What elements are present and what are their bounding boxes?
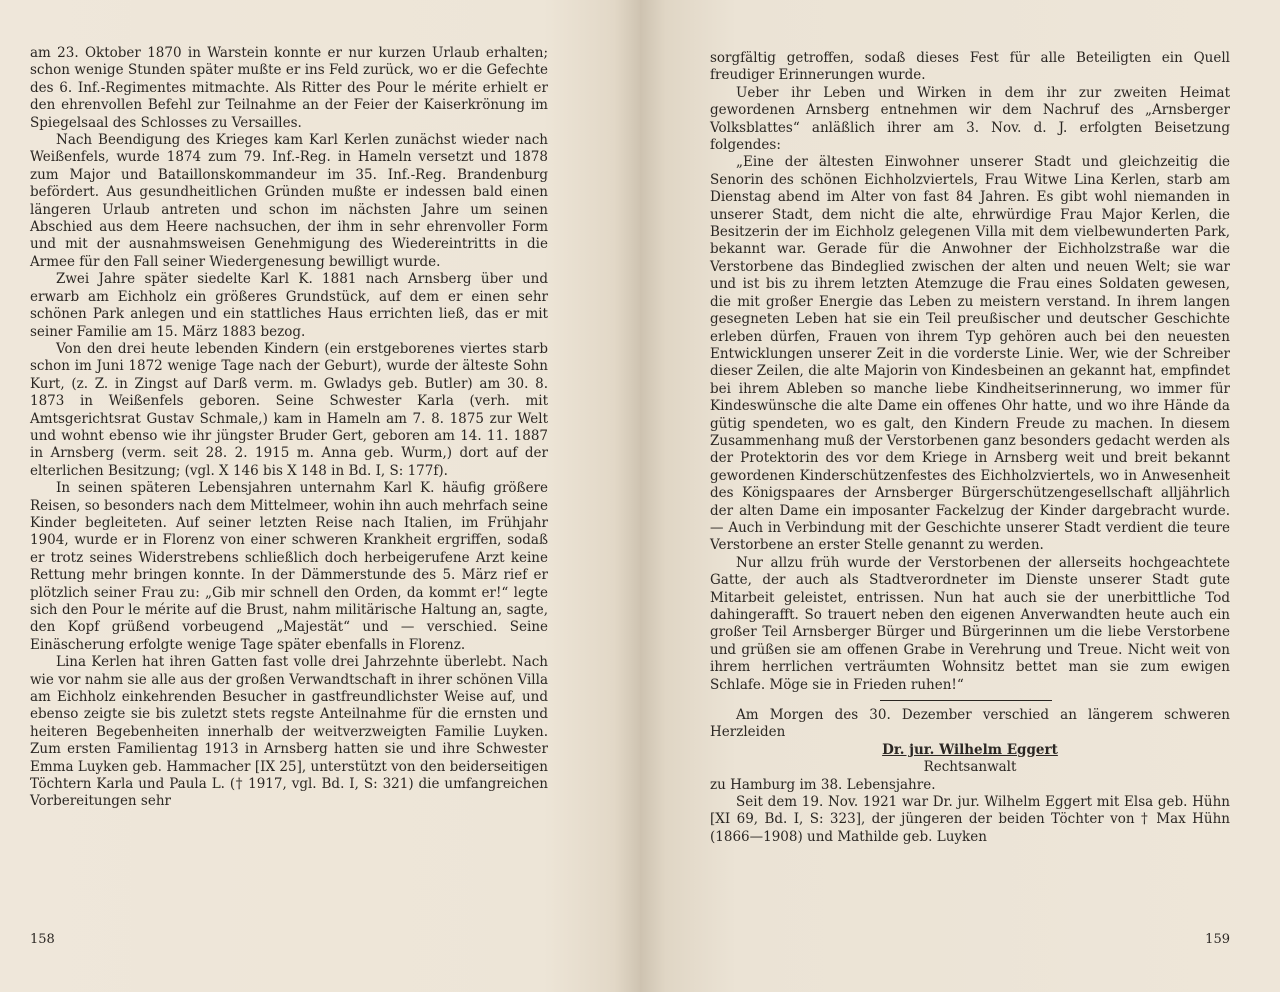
death-notice-place: zu Hamburg im 38. Lebensjahre.: [710, 776, 936, 793]
paragraph: Lina Kerlen hat ihren Gatten fast volle drei Jahrzehnte überlebt. Nach wie vor nahm sie alle aus der großen Verwandtschaft in ihrer schönen Villa am Eichholz einkehrenden Besucher in gastfreundlichster Weise auf, und ebenso zeigte sie bis zuletzt stets regste Anteilnahme für die ernsten und heiteren Begebenheiten innerhalb der weitverzweigten Familie Luyken. Zum ersten Familientag 1913 in Arnsberg hatten sie und ihre Schwester Emma Luyken geb. Hammacher [IX 25], unterstützt von den beiderseitigen Töchtern Karla und Paula L. († 1917, vgl. Bd. I, S: 321) die umfangreichen Vorbereitungen sehr: [30, 654, 548, 810]
death-notice-intro: Am Morgen des 30. Dezember verschied an längerem schweren Herzleiden: [710, 707, 1230, 741]
divider-rule: [880, 700, 1052, 701]
page-number: 159: [1205, 932, 1230, 947]
paragraph: Seit dem 19. Nov. 1921 war Dr. jur. Wilhelm Eggert mit Elsa geb. Hühn [XI 69, Bd. I, S: 323], der jüngeren der beiden Töchter von † Max Hühn (1866—1908) und Mathilde geb. Luyken: [710, 794, 1230, 845]
right-page-text: [710, 50, 1230, 846]
paragraph: sorgfältig getroffen, sodaß dieses Fest für alle Beteiligten ein Quell freudiger Erinnerungen wurde.: [710, 50, 1230, 84]
paragraph: Ueber ihr Leben und Wirken in dem ihr zur zweiten Heimat gewordenen Arnsberg entnehmen wir dem Nachruf des „Arnsberger Volksblattes“ anläßlich ihrer am 3. Nov. d. J. erfolgten Beisetzung folgendes:: [710, 84, 1230, 154]
paragraph: Nur allzu früh wurde der Verstorbenen der allerseits hochgeachtete Gatte, der auch als Stadtverordneter im Dienste unserer Stadt gute Mitarbeit geleistet, entrissen. Nun hat auch sie der unerbittliche Tod dahingerafft. So trauert neben den eigenen Anverwandten heute auch ein großer Teil Arnsberger Bürger und Bürgerinnen um die liebe Verstorbene und grüßen sie am offenen Grabe in Verehrung und Treue. Nicht weit von ihrem herrlichen verträumten Wohnsitz bettet man sie zum ewigen Schlafe. Möge sie in Frieden ruhen!“: [710, 554, 1230, 693]
right-page: [640, 0, 1280, 992]
death-notice-title: Rechtsanwalt: [923, 759, 1017, 776]
left-page-text: [30, 45, 548, 811]
paragraph: Zwei Jahre später siedelte Karl K. 1881 nach Arnsberg über und erwarb am Eichholz ein größeres Grundstück, auf dem er einen sehr schönen Park anlegen und ein stattliches Haus errichten ließ, das er mit seiner Familie am 15. März 1883 bezog.: [30, 271, 548, 340]
paragraph: „Eine der ältesten Einwohner unserer Stadt und gleichzeitig die Senorin des schönen Eichholzviertels, Frau Witwe Lina Kerlen, starb am Dienstag abend im Alter von fast 84 Jahren. Es gibt wohl niemanden in unserer Stadt, dem nicht die alte, ehrwürdige Frau Major Kerlen, die Besitzerin der im Eichholz gelegenen Villa mit dem vielbewunderten Park, bekannt war. Gerade für die Anwohner der Eichholzstraße war die Verstorbene das Bindeglied zwischen der alten und neuen Welt; sie war und ist bis zu ihrem letzten Atemzuge die Frau eines Soldaten gewesen, die mit großer Energie das Leben zu meistern verstand. In ihrem langen gesegneten Leben hat sie ein Teil preußischer und deutscher Geschichte erleben dürfen, Frauen von ihrem Typ gehören auch bei den neuesten Entwicklungen unserer Zeit in die vorderste Linie. Wer, wie der Schreiber dieser Zeilen, die alte Majorin von Kindesbeinen an gekannt hat, empfindet bei ihrem Ableben so manche liebe Kindheitserinnerung, wo immer für Kindeswünsche die alte Dame ein offenes Ohr hatte, und wo ihre Hände da gütig spendeten, wo es galt, den Kindern Freude zu machen. In diesem Zusammenhang muß der Verstorbenen ganz besonders gedacht werden als der Protektorin des vor dem Kriege in Arnsberg weit und breit bekannt gewordenen Kinderschützenfestes des Eichholzviertels, wo in Anwesenheit des Königspaares der Arnsberger Bürgerschützengesellschaft alljährlich der alten Dame ein imposanter Fackelzug der Kinder dargebracht wurde. — Auch in Verbindung mit der Geschichte unserer Stadt verdient die teure Verstorbene an erster Stelle genannt zu werden.: [710, 154, 1230, 554]
paragraph: am 23. Oktober 1870 in Warstein konnte er nur kurzen Urlaub erhalten; schon wenige Stunden später mußte er ins Feld zurück, wo er die Gefechte des 6. Inf.-Regimentes mitmachte. Als Ritter des Pour le mérite erhielt er den ehrenvollen Befehl zur Teilnahme an der Feier der Kaiserkrönung im Spiegelsaal des Schlosses zu Versailles.: [30, 45, 548, 131]
page-number: 158: [30, 932, 55, 947]
paragraph: Von den drei heute lebenden Kindern (ein erstgeborenes viertes starb schon im Juni 1872 wenige Tage nach der Geburt), wurde der älteste Sohn Kurt, (z. Z. in Zingst auf Darß verm. m. Gwladys geb. Butler) am 30. 8. 1873 in Weißenfels geboren. Seine Schwester Karla (verh. mit Amtsgerichtsrat Gustav Schmale,) kam in Hameln am 7. 8. 1875 zur Welt und wohnt ebenso wie ihr jüngster Bruder Gert, geboren am 14. 11. 1887 in Arnsberg (verm. seit 28. 2. 1915 m. Anna geb. Wurm,) dort auf der elterlichen Besitzung; (vgl. X 146 bis X 148 in Bd. I, S: 177f).: [30, 340, 548, 479]
paragraph: In seinen späteren Lebensjahren unternahm Karl K. häufig größere Reisen, so besonders nach dem Mittelmeer, wohin ihn auch mehrfach seine Kinder begleiteten. Auf seiner letzten Reise nach Italien, im Frühjahr 1904, wurde er in Florenz von einer schweren Krankheit ergriffen, sodaß er trotz seines Widerstrebens schließlich doch herbeigerufene Arzt keine Rettung mehr bringen konnte. In der Dämmerstunde des 5. März rief er plötzlich seiner Frau zu: „Gib mir schnell den Orden, da kommt er!“ legte sich den Pour le mérite auf die Brust, nahm militärische Haltung an, sagte, den Kopf grüßend vorbeugend „Majestät“ und — verschied. Seine Einäscherung erfolgte wenige Tage später ebenfalls in Florenz.: [30, 480, 548, 653]
paragraph: Nach Beendigung des Krieges kam Karl Kerlen zunächst wieder nach Weißenfels, wurde 1874 zum 79. Inf.-Reg. in Hameln versetzt und 1878 zum Major und Bataillonskommandeur im 35. Inf.-Reg. Brandenburg befördert. Aus gesundheitlichen Gründen mußte er indessen bald einen längeren Urlaub antreten und schon im nächsten Jahre um seinen Abschied aus dem Heere nachsuchen, der ihm in sehr ehrenvoller Form und mit der ausnahmsweisen Genehmigung des Wiedereintritts in die Armee für den Fall seiner Wiedergenesung bewilligt wurde.: [30, 132, 548, 270]
death-notice-name: Dr. jur. Wilhelm Eggert: [882, 741, 1058, 758]
